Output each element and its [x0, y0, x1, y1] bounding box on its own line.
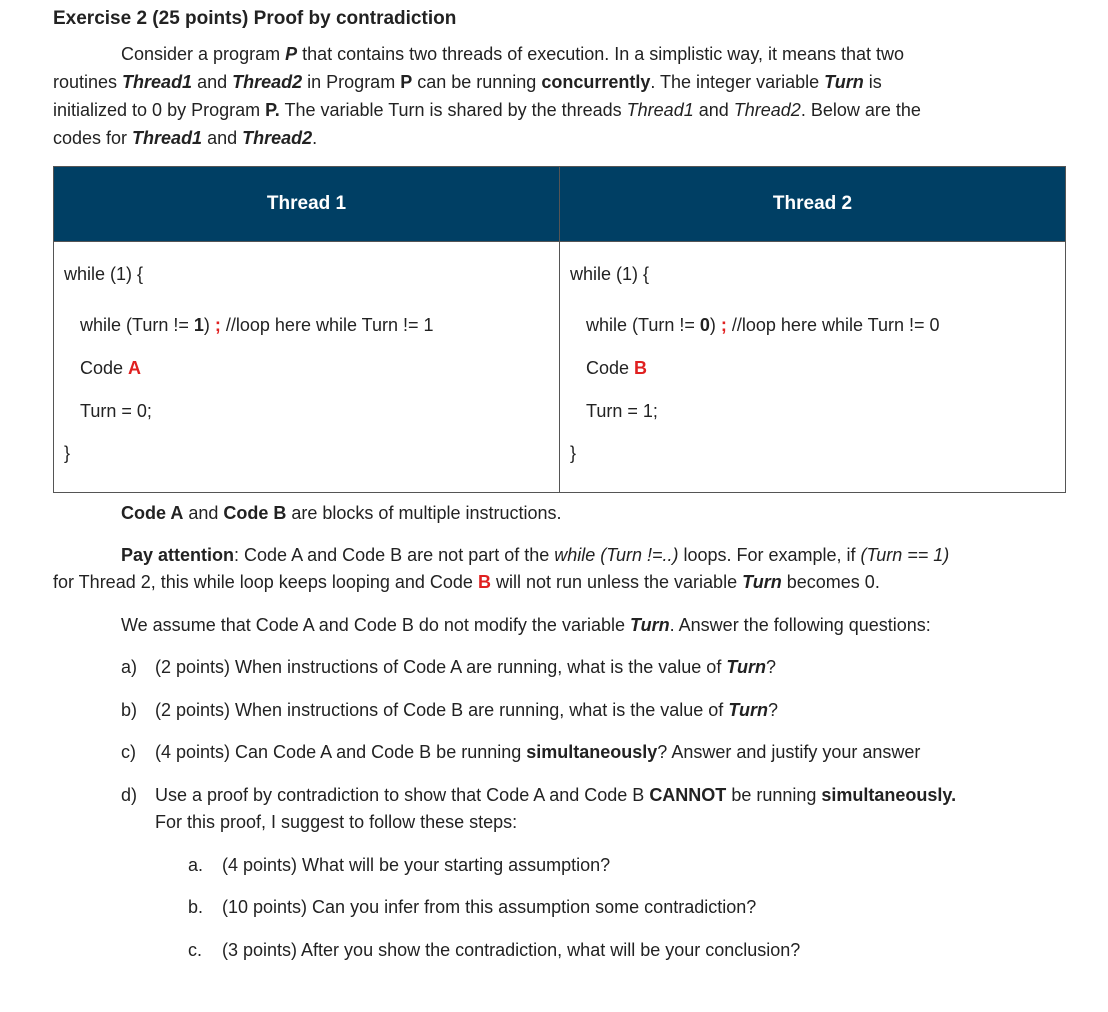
thread-2-while-open: while (1) {	[570, 264, 650, 284]
thread-1-close-brace: }	[64, 443, 71, 463]
subquestion-a: a. (4 points) What will be your starting assumption?	[188, 855, 611, 875]
thread-2-inner-loop: while (Turn != 0) ; //loop here while Turn != 0	[586, 315, 940, 335]
note-attention-line-1: Pay attention: Code A and Code B are not part of the while (Turn !=..) loops. For example, if (Turn == 1)	[121, 545, 950, 565]
exercise-title: Exercise 2 (25 points) Proof by contradiction	[53, 8, 457, 29]
intro-line-4: codes for Thread1 and Thread2.	[53, 128, 318, 148]
question-a: a) (2 points) When instructions of Code A are running, what is the value of Turn?	[121, 657, 777, 677]
intro-line-3: initialized to 0 by Program P. The variable Turn is shared by the threads Thread1 and Thread2. Below are the	[53, 100, 921, 120]
subquestion-c: c. (3 points) After you show the contradiction, what will be your conclusion?	[188, 940, 801, 960]
question-b: b) (2 points) When instructions of Code B are running, what is the value of Turn?	[121, 700, 778, 720]
thread-1-inner-loop: while (Turn != 1) ; //loop here while Turn != 1	[80, 315, 434, 335]
thread-2-code-cell	[560, 242, 1066, 493]
intro-line-1: Consider a program P that contains two threads of execution. In a simplistic way, it means that two	[121, 44, 905, 64]
intro-line-2: routines Thread1 and Thread2 in Program P can be running concurrently. The integer variable Turn is	[53, 72, 882, 92]
question-c: c) (4 points) Can Code A and Code B be running simultaneously? Answer and justify your answer	[121, 742, 921, 762]
thread-1-code-a: Code A	[80, 358, 142, 378]
thread-code-table	[53, 166, 1066, 493]
thread-2-assign: Turn = 1;	[586, 401, 658, 421]
thread-1-while-open: while (1) {	[64, 264, 144, 284]
thread-1-code-cell	[54, 242, 560, 493]
thread-2-close-brace: }	[570, 443, 577, 463]
subquestion-b: b. (10 points) Can you infer from this assumption some contradiction?	[188, 897, 757, 917]
thread-1-header: Thread 1	[54, 167, 560, 242]
note-attention-line-2: for Thread 2, this while loop keeps looping and Code B will not run unless the variable Turn becomes 0.	[53, 572, 880, 592]
question-d: d) Use a proof by contradiction to show that Code A and Code B CANNOT be running simultaneously.	[121, 785, 957, 805]
question-d-line-2: For this proof, I suggest to follow these steps:	[155, 812, 518, 832]
thread-1-assign: Turn = 0;	[80, 401, 152, 421]
thread-2-header: Thread 2	[560, 167, 1066, 242]
thread-2-code-b: Code B	[586, 358, 648, 378]
note-assumption: We assume that Code A and Code B do not modify the variable Turn. Answer the following questions:	[121, 615, 931, 635]
note-blocks: Code A and Code B are blocks of multiple instructions.	[121, 503, 562, 523]
